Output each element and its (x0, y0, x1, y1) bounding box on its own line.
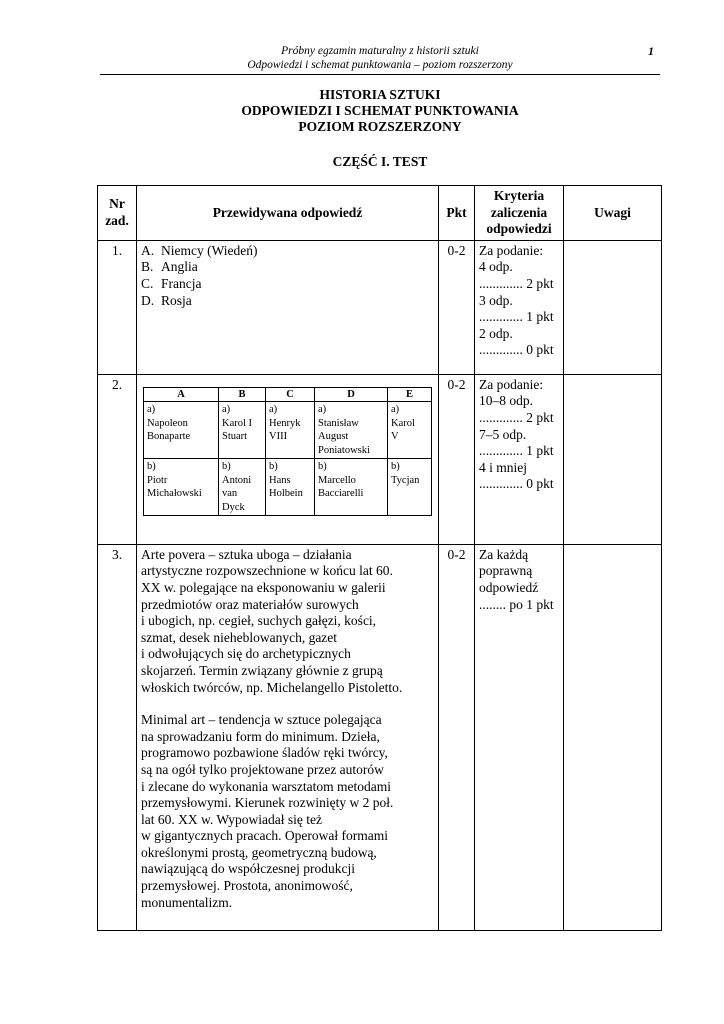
criteria-cell: Za każdą poprawną odpowiedź ........ po 1 pkt (475, 544, 564, 930)
table-header-row (98, 186, 662, 241)
matching-col-header: A (144, 387, 219, 402)
header-pkt: Pkt (439, 186, 475, 241)
matching-cell: b) Hans Holbein (266, 459, 315, 516)
answer-cell (137, 240, 439, 374)
matching-cell: a) Stanisław August Poniatowski (315, 402, 388, 459)
answer-options (141, 243, 434, 309)
answer-paragraph-arte-povera: Arte povera – sztuka uboga – działania artystyczne rozpowszechnione w końcu lat 60. XX w. polegające na eksponowaniu w galerii przedmiotów oraz materiałów surowych i ubogich, np. cegieł, suchych gałęzi, kości, szmat, desek nieheblowanych, gazet i odwołujących się do archetypicznych skojarzeń. Termin związany głównie z grupą włoskich twórców, np. Michelangello Pistoletto. (141, 546, 403, 695)
matching-row-painters (144, 459, 432, 516)
task-number: 3. (98, 544, 137, 930)
matching-cell: a) Henryk VIII (266, 402, 315, 459)
subject-title: HISTORIA SZTUKI (319, 87, 441, 102)
notes-cell (564, 544, 662, 930)
matching-table (143, 387, 432, 517)
task-number: 2. (98, 374, 137, 544)
criteria-cell: Za podanie: 4 odp. ............. 2 pkt 3 odp. ............. 1 pkt 2 odp. ............. 0 pkt (475, 240, 564, 374)
page-number: 1 (648, 44, 654, 58)
matching-cell: a) Karol I Stuart (219, 402, 266, 459)
matching-cell: a) Karol V (388, 402, 432, 459)
answer-option: C. Francja (141, 275, 202, 291)
matching-cell: b) Tycjan (388, 459, 432, 516)
answer-option: D. Rosja (141, 292, 192, 308)
points-cell: 0-2 (439, 544, 475, 930)
table-row-3 (98, 544, 662, 930)
table-row-2 (98, 374, 662, 544)
header-nr: Nr zad. (98, 186, 137, 241)
answer-cell (137, 374, 439, 544)
notes-cell (564, 240, 662, 374)
matching-cell: b) Antoni van Dyck (219, 459, 266, 516)
notes-cell (564, 374, 662, 544)
criteria-cell: Za podanie: 10–8 odp. ............. 2 pkt 7–5 odp. ............. 1 pkt 4 i mniej ............. 0 pkt (475, 374, 564, 544)
header-line-doc: Odpowiedzi i schemat punktowania – poziom rozszerzony (247, 59, 513, 71)
level-title: POZIOM ROZSZERZONY (298, 119, 462, 134)
matching-cell: a) Napoleon Bonaparte (144, 402, 219, 459)
table-row-1 (98, 240, 662, 374)
answer-key-table (97, 185, 662, 931)
answer-option: B. Anglia (141, 259, 198, 275)
header-notes: Uwagi (564, 186, 662, 241)
answer-paragraph-minimal-art: Minimal art – tendencja w sztuce polegająca na sprowadzaniu form do minimum. Dzieła, programowo pozbawione śladów ręki twórcy, są na ogół tylko projektowane przez autorów i zlecane do wykonania warsztatom metodami przemysłowymi. Kierunek rozwinięty w 2 poł. lat 60. XX w. Wypowiadał się też w gigantycznych pracach. Operował formami określonymi prostą, geometryczną budową, nawiązującą do współczesnej produkcji przemysłowej. Prostota, anonimowość, monumentalizm. (141, 712, 394, 910)
page-header (100, 44, 660, 75)
document-titles (100, 87, 660, 135)
matching-col-header: D (315, 387, 388, 402)
section-title: CZĘŚĆ I. TEST (332, 154, 428, 169)
answer-option: A. Niemcy (Wiedeń) (141, 242, 258, 258)
matching-row-rulers (144, 402, 432, 459)
matching-col-header: E (388, 387, 432, 402)
matching-col-header: C (266, 387, 315, 402)
header-answer: Przewidywana odpowiedź (137, 186, 439, 241)
header-lines (100, 44, 660, 72)
document-title: ODPOWIEDZI I SCHEMAT PUNKTOWANIA (241, 103, 519, 118)
points-cell: 0-2 (439, 374, 475, 544)
matching-col-header: B (219, 387, 266, 402)
header-line-exam: Próbny egzamin maturalny z historii sztuki (281, 45, 479, 57)
task-number: 1. (98, 240, 137, 374)
matching-cell: b) Piotr Michałowski (144, 459, 219, 516)
matching-header-row (144, 387, 432, 402)
matching-cell: b) Marcello Bacciarelli (315, 459, 388, 516)
points-cell: 0-2 (439, 240, 475, 374)
answer-cell (137, 544, 439, 930)
header-criteria: Kryteria zaliczenia odpowiedzi (475, 186, 564, 241)
